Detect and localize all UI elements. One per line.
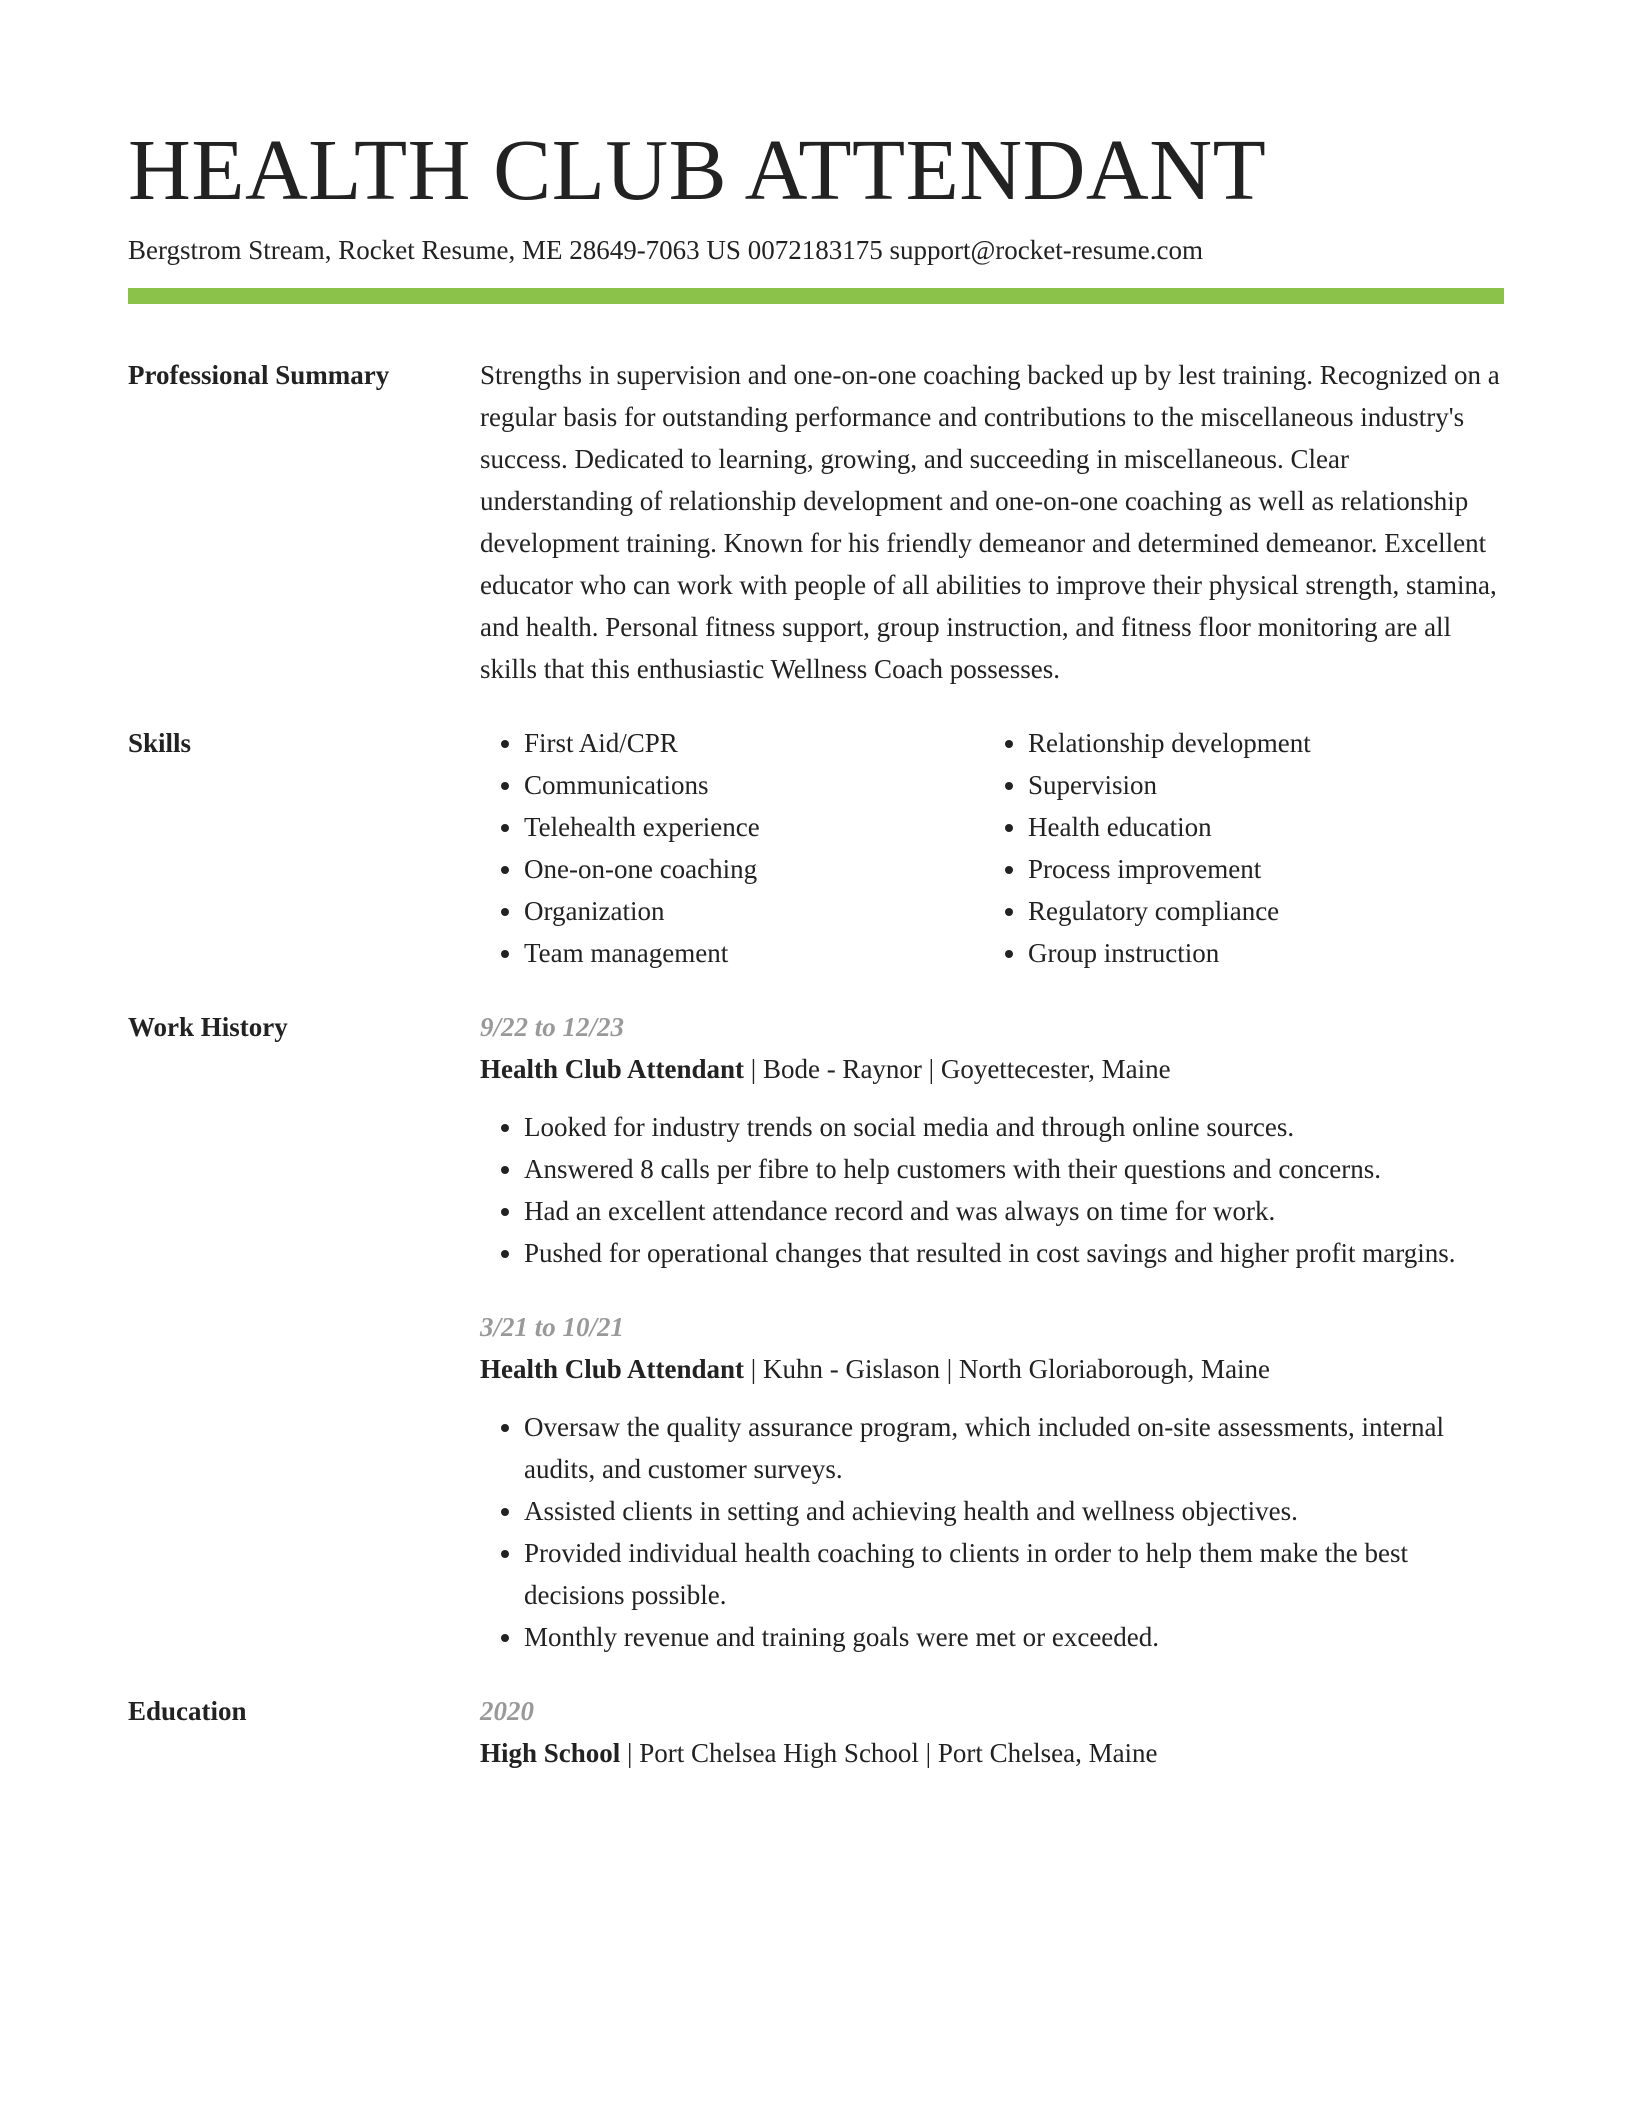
contact-info: Bergstrom Stream, Rocket Resume, ME 28649-7063 US 0072183175 support@rocket-resume.com [128,235,1203,265]
skill-item: • Communications [524,764,984,806]
candidate-name: HEALTH CLUB ATTENDANT [128,121,1267,218]
skills-list-right [984,722,1508,974]
skill-item: • Relationship development [1028,722,1508,764]
summary-text: Strengths in supervision and one-on-one coaching backed up by lest training. Recognized on a regular basis for outstanding performance and contributions to the miscellaneous industry's success. Dedicated to learning, growing, and succeeding in miscellaneous. Clear understanding of relationship development and one-on-one coaching as well as relationship development training. Known for his friendly demeanor and determined demeanor. Excellent educator who can work with people of all abilities to improve their physical strength, stamina, and health. Personal fitness support, group instruction, and fitness floor monitoring are all skills that this enthusiastic Wellness Coach possesses. [480,360,1500,684]
education-school-location: | Port Chelsea High School | Port Chelsea, Maine [620,1738,1158,1768]
section-label-work: Work History [128,1012,288,1042]
job-bullet: • Had an excellent attendance record and was always on time for work. [524,1190,1504,1232]
job-entry [480,1306,1504,1658]
skill-item: • Process improvement [1028,848,1508,890]
section-label-skills: Skills [128,728,192,758]
work-history-section [128,1006,1504,1658]
section-label-education: Education [128,1696,247,1726]
skill-item: • Supervision [1028,764,1508,806]
job-employer-location: | Kuhn - Gislason | North Gloriaborough, Maine [744,1354,1271,1384]
skill-item: • First Aid/CPR [524,722,984,764]
job-title: Health Club Attendant [480,1354,745,1384]
skills-section [128,722,1504,974]
professional-summary-section [128,354,1504,690]
job-title: Health Club Attendant [480,1054,745,1084]
education-section [128,1690,1504,1774]
job-role-line [480,1348,1504,1390]
skill-item: • One-on-one coaching [524,848,984,890]
resume-page [128,118,1504,1774]
job-bullet: • Answered 8 calls per fibre to help customers with their questions and concerns. [524,1148,1504,1190]
job-bullet: • Pushed for operational changes that resulted in cost savings and higher profit margins. [524,1232,1504,1274]
education-degree: High School [480,1738,621,1768]
skill-item: • Telehealth experience [524,806,984,848]
job-bullets [480,1106,1504,1274]
job-role-line [480,1048,1504,1090]
job-bullet: • Looked for industry trends on social media and through online sources. [524,1106,1504,1148]
skill-item: • Organization [524,890,984,932]
skill-item: • Team management [524,932,984,974]
section-label-summary: Professional Summary [128,360,390,390]
skills-list-left [480,722,984,974]
job-bullets [480,1406,1504,1658]
job-bullet: • Assisted clients in setting and achieving health and wellness objectives. [524,1490,1504,1532]
job-entry [480,1006,1504,1274]
education-line [480,1732,1504,1774]
education-year: 2020 [480,1696,534,1726]
job-bullet: • Oversaw the quality assurance program, which included on-site assessments, internal audits, and customer surveys. [524,1406,1504,1490]
skill-item: • Group instruction [1028,932,1508,974]
job-bullet: • Provided individual health coaching to clients in order to help them make the best decisions possible. [524,1532,1504,1616]
job-dates: 9/22 to 12/23 [480,1012,625,1042]
skill-item: • Health education [1028,806,1508,848]
job-employer-location: | Bode - Raynor | Goyettecester, Maine [744,1054,1171,1084]
skill-item: • Regulatory compliance [1028,890,1508,932]
job-dates: 3/21 to 10/21 [480,1312,625,1342]
job-bullet: • Monthly revenue and training goals were met or exceeded. [524,1616,1504,1658]
header-divider [128,288,1504,304]
